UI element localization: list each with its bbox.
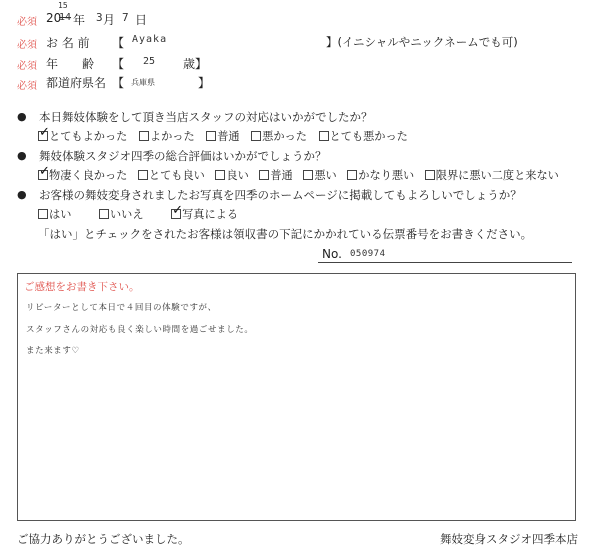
option-label: 物凄く良かった xyxy=(49,169,128,182)
option-label: 悪い xyxy=(314,169,337,182)
checkbox[interactable] xyxy=(171,209,181,219)
question-2-text: 舞妓体験スタジオ四季の総合評価はいかがでしょうか？ xyxy=(39,149,327,163)
checkbox[interactable] xyxy=(303,170,313,180)
comment-line-2: スタッフさんの対応も良く楽しい時間を過ごせました。 xyxy=(26,325,254,335)
option-checkbox[interactable] xyxy=(319,130,408,143)
checkbox[interactable] xyxy=(251,131,261,141)
option-checkbox[interactable] xyxy=(206,130,239,143)
option-label: とても悪かった xyxy=(329,130,408,143)
option-checkbox[interactable] xyxy=(171,208,238,221)
option-label: とてもよかった xyxy=(49,130,128,143)
required-label-date: 必須 xyxy=(17,17,37,28)
slip-number-underline xyxy=(318,262,572,263)
option-label: いいえ xyxy=(109,208,144,221)
option-label: 普通 xyxy=(217,130,240,143)
question-1-bullet: ● xyxy=(17,110,27,123)
checkbox[interactable] xyxy=(138,170,148,180)
prefecture-label: 都道府県名 xyxy=(46,76,107,90)
option-label: かなり悪い xyxy=(358,169,415,182)
checkbox[interactable] xyxy=(99,209,109,219)
option-checkbox[interactable] xyxy=(38,130,127,143)
checkbox[interactable] xyxy=(38,131,48,141)
date-month-value: 3 xyxy=(96,11,103,24)
option-checkbox[interactable] xyxy=(38,208,71,221)
age-label: 年 齢 xyxy=(46,57,95,71)
checkbox[interactable] xyxy=(215,170,225,180)
question-3-note: 「はい」とチェックをされたお客様は領収書の下記にかかれている伝票番号をお書きください。 xyxy=(38,227,533,241)
date-month-label: 月 xyxy=(103,13,116,27)
option-label: 写真による xyxy=(182,208,239,221)
option-checkbox[interactable] xyxy=(99,208,144,221)
question-1-options xyxy=(38,128,408,144)
footer-shop-name: 舞妓変身スタジオ四季本店 xyxy=(440,532,578,546)
prefecture-close: 】 xyxy=(198,76,211,90)
comment-title: ご感想をお書き下さい。 xyxy=(24,281,140,293)
date-day-label: 日 xyxy=(135,13,148,27)
option-checkbox[interactable] xyxy=(425,169,559,182)
date-day-value: 7 xyxy=(122,11,129,24)
name-close-note: 】(イニシャルやニックネームでも可) xyxy=(326,35,518,49)
option-label: 限界に悪い二度と来ない xyxy=(435,169,559,182)
slip-number-value: 050974 xyxy=(350,249,386,259)
footer-thanks: ご協力ありがとうございました。 xyxy=(17,532,190,546)
comment-line-1: リピーターとして本日で４回目の体験ですが、 xyxy=(26,303,217,313)
option-checkbox[interactable] xyxy=(303,169,336,182)
option-label: 普通 xyxy=(270,169,293,182)
name-value: Ayaka xyxy=(132,34,168,45)
year-handwritten-struck: 14 xyxy=(59,12,72,23)
question-1-text: 本日舞妓体験をして頂き当店スタッフの対応はいかがでしたか？ xyxy=(39,110,373,124)
question-2-options xyxy=(38,167,559,183)
option-checkbox[interactable] xyxy=(38,169,127,182)
checkbox[interactable] xyxy=(347,170,357,180)
checkbox[interactable] xyxy=(319,131,329,141)
required-label-prefecture: 必須 xyxy=(17,81,37,92)
question-3-bullet: ● xyxy=(17,188,27,201)
checkbox[interactable] xyxy=(38,170,48,180)
option-label: 良い xyxy=(226,169,249,182)
option-label: とても良い xyxy=(148,169,205,182)
question-2-bullet: ● xyxy=(17,149,27,162)
question-3-text: お客様の舞妓変身されましたお写真を四季のホームページに掲載してもよろしいでしょうか？ xyxy=(39,188,522,202)
comment-box[interactable] xyxy=(17,273,576,521)
age-open-bracket: 【 xyxy=(112,57,125,71)
date-year-label: 年 xyxy=(73,13,86,27)
age-value: 25 xyxy=(143,56,156,67)
required-label-age: 必須 xyxy=(17,61,37,72)
question-3-options xyxy=(38,206,238,222)
option-checkbox[interactable] xyxy=(138,169,205,182)
checkbox[interactable] xyxy=(206,131,216,141)
required-label-name: 必須 xyxy=(17,40,37,51)
slip-number-label: No. xyxy=(322,247,342,261)
option-label: はい xyxy=(49,208,72,221)
comment-line-3: また来ます♡ xyxy=(26,346,80,356)
checkbox[interactable] xyxy=(259,170,269,180)
option-label: よかった xyxy=(149,130,195,143)
prefecture-value: 兵庫県 xyxy=(131,78,155,87)
checkbox[interactable] xyxy=(38,209,48,219)
age-close: 歳】 xyxy=(183,57,208,71)
option-label: 悪かった xyxy=(262,130,307,143)
option-checkbox[interactable] xyxy=(347,169,414,182)
option-checkbox[interactable] xyxy=(251,130,307,143)
name-label: お 名 前 xyxy=(46,36,90,50)
checkbox[interactable] xyxy=(139,131,149,141)
option-checkbox[interactable] xyxy=(259,169,292,182)
option-checkbox[interactable] xyxy=(139,130,195,143)
name-open-bracket: 【 xyxy=(112,36,125,50)
year-handwritten-over: 15 xyxy=(58,1,68,10)
checkbox[interactable] xyxy=(425,170,435,180)
prefecture-open-bracket: 【 xyxy=(112,76,125,90)
option-checkbox[interactable] xyxy=(215,169,248,182)
date-year-prefix: 20 xyxy=(46,11,62,25)
